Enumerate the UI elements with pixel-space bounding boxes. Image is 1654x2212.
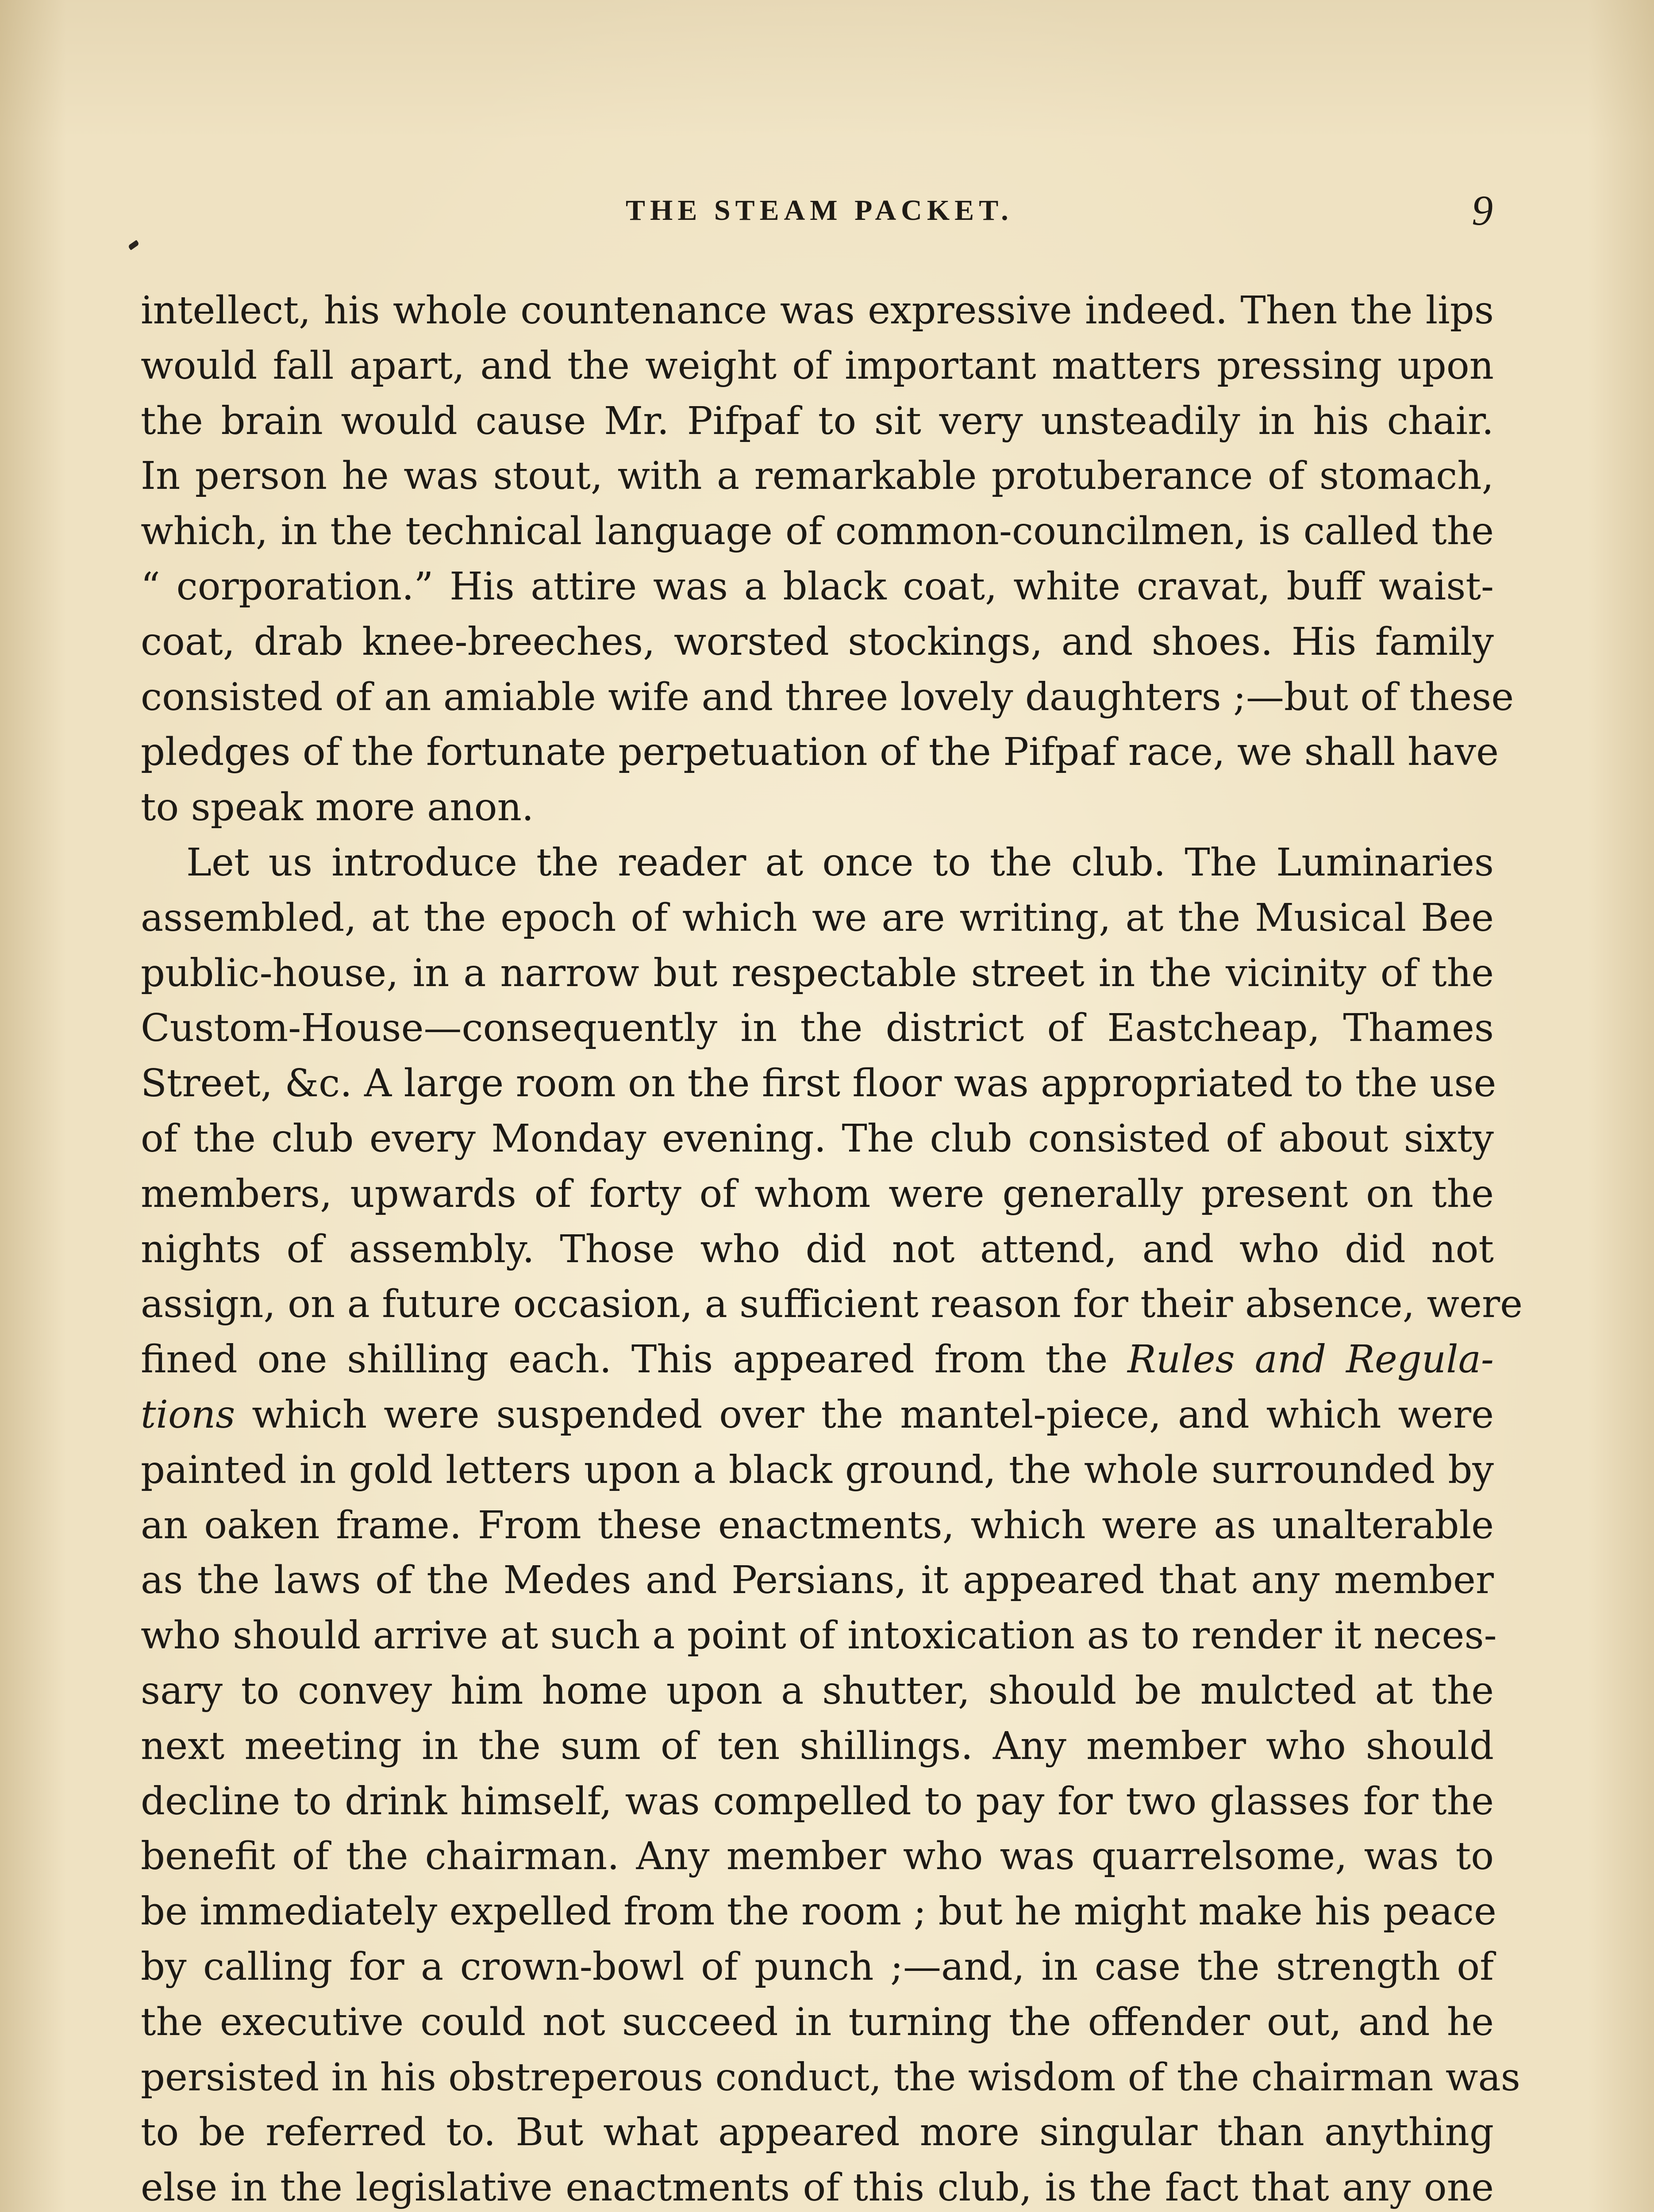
text-line: be immediately expelled from the room ; but he might make his peace <box>141 1889 1496 1934</box>
text-line: In person he was stout, with a remarkable protuberance of stomach, <box>141 454 1494 499</box>
text-line: to be referred to. But what appeared more singular than anything <box>141 2110 1494 2155</box>
text-line: decline to drink himself, was compelled to pay for two glasses for the <box>141 1779 1494 1824</box>
text-line: Let us introduce the reader at once to the club. The Luminaries <box>186 840 1494 885</box>
text-run: which were suspended over the mantel-piece, and which were <box>235 1392 1494 1437</box>
text-line: which, in the technical language of common-councilmen, is called the <box>141 509 1494 554</box>
page-number: 9 <box>1472 187 1493 234</box>
text-line: of the club every Monday evening. The club consisted of about sixty <box>141 1116 1494 1161</box>
text-line: assign, on a future occasion, a sufficient reason for their absence, were <box>141 1282 1523 1327</box>
text-line: nights of assembly. Those who did not attend, and who did not <box>141 1227 1494 1271</box>
text-line: as the laws of the Medes and Persians, it appeared that any member <box>141 1558 1494 1603</box>
text-line: Street, &c. A large room on the first floor was appropriated to the use <box>141 1061 1496 1106</box>
text-line: next meeting in the sum of ten shillings. Any member who should <box>141 1724 1494 1768</box>
running-head: THE STEAM PACKET. <box>626 194 1013 227</box>
italic-title: tions <box>141 1392 235 1437</box>
text-line: else in the legislative enactments of this club, is the fact that any one <box>141 2166 1494 2210</box>
text-line: consisted of an amiable wife and three lovely daughters ;—but of these <box>141 675 1514 719</box>
text-line: assembled, at the epoch of which we are writing, at the Musical Bee <box>141 895 1494 940</box>
text-line: members, upwards of forty of whom were generally present on the <box>141 1171 1494 1216</box>
text-line: would fall apart, and the weight of important matters pressing upon <box>141 343 1494 388</box>
text-line: an oaken frame. From these enactments, which were as unalterable <box>141 1503 1494 1548</box>
text-line: coat, drab knee-breeches, worsted stockings, and shoes. His family <box>141 619 1494 664</box>
text-line: benefit of the chairman. Any member who was quarrelsome, was to <box>141 1834 1494 1879</box>
text-line: sary to convey him home upon a shutter, should be mulcted at the <box>141 1668 1494 1713</box>
text-line: painted in gold letters upon a black ground, the whole surrounded by <box>141 1448 1494 1492</box>
text-line: to speak more anon. <box>141 785 534 830</box>
text-line: the executive could not succeed in turning the offender out, and he <box>141 2000 1494 2044</box>
text-line: the brain would cause Mr. Pifpaf to sit very unsteadily in his chair. <box>141 399 1494 443</box>
italic-title: Rules and Regula- <box>1127 1337 1494 1382</box>
text-line: intellect, his whole countenance was expressive indeed. Then the lips <box>141 288 1494 333</box>
text-run: fined one shilling each. This appeared from the <box>141 1337 1128 1382</box>
text-line <box>141 1387 1494 1443</box>
ink-speck <box>128 240 140 250</box>
text-line <box>141 1332 1494 1387</box>
text-line: who should arrive at such a point of intoxication as to render it neces- <box>141 1613 1497 1658</box>
text-line: by calling for a crown-bowl of punch ;—and, in case the strength of <box>141 1944 1494 1989</box>
text-line: pledges of the fortunate perpetuation of the Pifpaf race, we shall have <box>141 730 1499 775</box>
text-line: public-house, in a narrow but respectable street in the vicinity of the <box>141 951 1494 995</box>
body-text <box>141 283 1523 2212</box>
text-line: “ corporation.” His attire was a black coat, white cravat, buff waist- <box>141 564 1494 609</box>
text-line: Custom-House—consequently in the district of Eastcheap, Thames <box>141 1006 1494 1051</box>
text-line: persisted in his obstreperous conduct, the wisdom of the chairman was <box>141 2055 1520 2100</box>
